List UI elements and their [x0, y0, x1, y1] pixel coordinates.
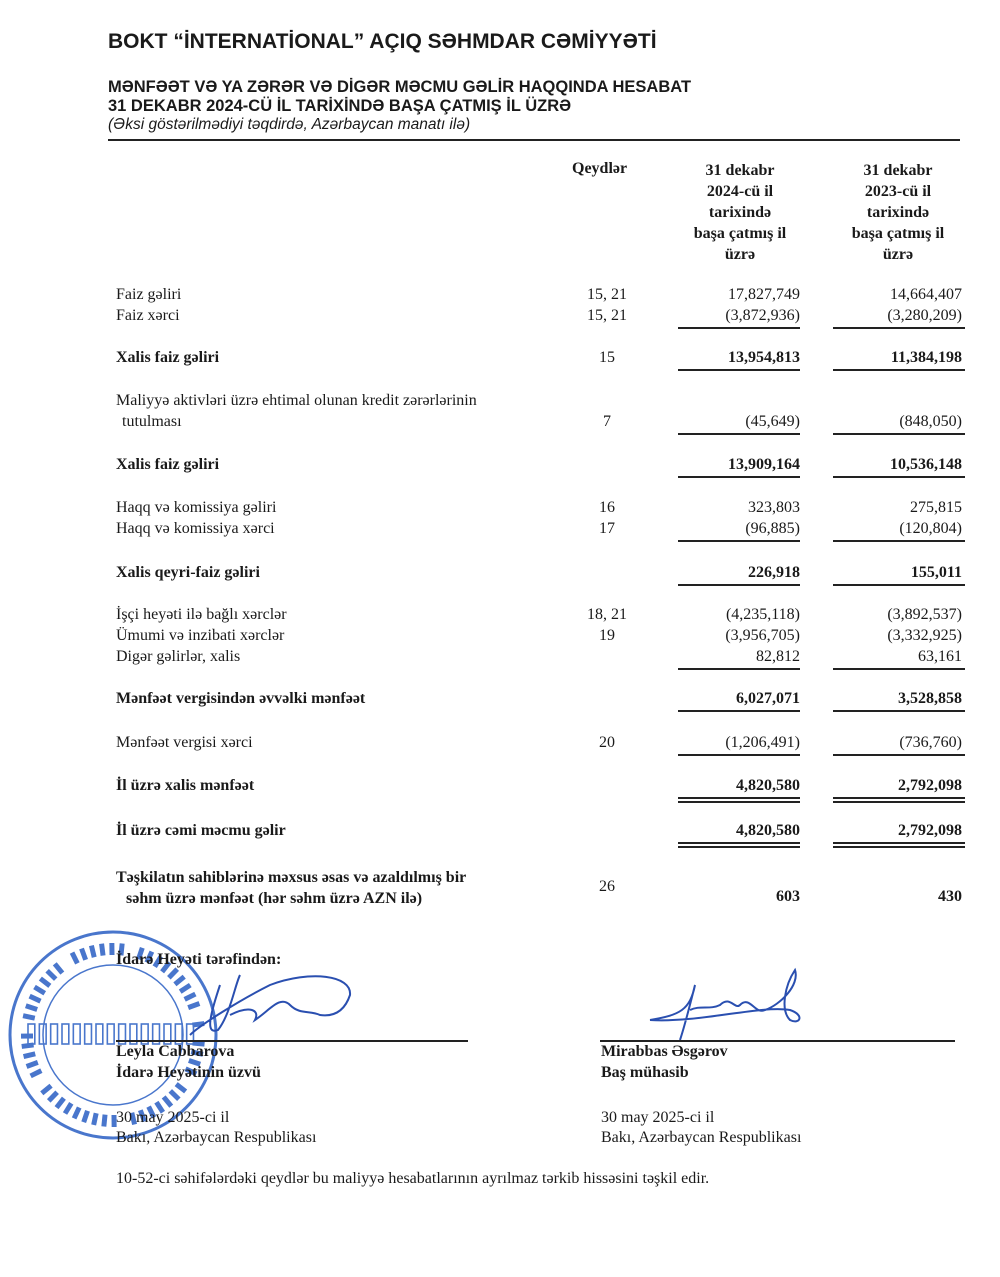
- header-line: üzrə: [724, 246, 756, 263]
- row-label: Xalis faiz gəliri: [116, 349, 220, 366]
- prior-year-value: 2,792,098: [898, 777, 962, 794]
- statement-subtitle: (Əksi göstərilmədiyi təqdirdə, Azərbaycan manatı ilə): [108, 116, 471, 133]
- left-signer-title: İdarə Heyətinin üzvü: [116, 1064, 261, 1081]
- row-notes: 15, 21: [587, 286, 627, 303]
- row-label: Maliyyə aktivləri üzrə ehtimal olunan kredit zərərlərinin: [116, 392, 477, 409]
- footer-note: 10-52-ci səhifələrdəki qeydlər bu maliyyə hesabatlarının ayrılmaz tərkib hissəsini təşkil edir.: [116, 1170, 710, 1187]
- stamp-letter-mark: [175, 1082, 188, 1093]
- stamp-letter-mark: [47, 1091, 59, 1103]
- subtotal-rule: [678, 369, 800, 371]
- stamp-letter-mark: [51, 1024, 58, 1044]
- stamp-letter-mark: [96, 1024, 103, 1044]
- row-label: Mənfəət vergisindən əvvəlki mənfəət: [116, 690, 366, 707]
- stamp-letter-mark: [30, 1068, 43, 1078]
- statement-title: [108, 78, 691, 116]
- stamp-letter-mark: [70, 952, 80, 965]
- prior-year-value: (3,280,209): [887, 307, 962, 324]
- row-label-continued: səhm üzrə mənfəət (hər səhm üzrə AZN ilə): [126, 890, 423, 907]
- right-signer-title: Baş mühasib: [601, 1064, 689, 1081]
- stamp-ring-lettering: [21, 943, 205, 1127]
- subtotal-rule: [678, 327, 800, 329]
- left-sign-date: 30 may 2025-ci il: [116, 1109, 230, 1126]
- stamp-letter-mark: [63, 1102, 74, 1115]
- double-rule: [678, 801, 800, 803]
- prior-year-value: 430: [938, 888, 962, 905]
- stamp-letter-mark: [25, 1003, 38, 1012]
- prior-year-value: 2,792,098: [898, 822, 962, 839]
- stamp-letter-mark: [23, 1013, 36, 1020]
- row-label: Xalis faiz gəliri: [116, 456, 220, 473]
- stamp-letter-mark: [23, 1051, 36, 1059]
- stamp-letter-mark: [26, 1060, 39, 1069]
- subtotal-rule: [678, 668, 800, 670]
- prior-year-value: 275,815: [910, 499, 962, 516]
- prior-year-value: (120,804): [899, 520, 962, 537]
- current-year-value: (3,956,705): [725, 627, 800, 644]
- header-line: 31 dekabr: [705, 162, 775, 179]
- subtotal-rule: [833, 710, 965, 712]
- current-year-value: 6,027,071: [736, 690, 800, 707]
- subtotal-rule: [833, 754, 965, 756]
- header-line: 2024-cü il: [706, 183, 774, 200]
- header-line: tarixində: [866, 204, 930, 221]
- stamp-letter-mark: [53, 962, 64, 974]
- prior-year-value: 155,011: [910, 564, 962, 581]
- stamp-letter-mark: [79, 948, 88, 961]
- subtotal-rule: [833, 842, 965, 844]
- title-line-2: 31 DEKABR 2024-CÜ İL TARİXİNDƏ BAŞA ÇATMIŞ İL ÜZRƏ: [108, 97, 572, 115]
- board-heading: İdarə Heyəti tərəfindən:: [116, 951, 282, 968]
- current-year-value: (3,872,936): [725, 307, 800, 324]
- current-year-value: 323,803: [748, 499, 800, 516]
- current-year-value: 4,820,580: [736, 777, 800, 794]
- header-line: başa çatmış il: [693, 225, 787, 242]
- current-year-value: 17,827,749: [728, 286, 800, 303]
- subtotal-rule: [833, 540, 965, 542]
- left-signer-name: Leyla Cabbarova: [116, 1043, 235, 1060]
- header-line: tarixində: [708, 204, 772, 221]
- header-line: 31 dekabr: [863, 162, 933, 179]
- stamp-letter-mark: [55, 1097, 66, 1110]
- current-year-value: (4,235,118): [725, 606, 800, 623]
- row-label: Təşkilatın sahiblərinə məxsus əsas və azaldılmış bir: [116, 869, 467, 886]
- row-label: İl üzrə xalis mənfəət: [116, 777, 255, 794]
- stamp-letter-mark: [107, 1024, 114, 1044]
- current-year-value: 13,954,813: [728, 349, 800, 366]
- row-notes: 16: [599, 499, 615, 516]
- subtotal-rule: [833, 433, 965, 435]
- row-label: Mənfəət vergisi xərci: [116, 734, 253, 751]
- row-label: Faiz xərci: [116, 307, 180, 324]
- prior-year-value: (736,760): [899, 734, 962, 751]
- header-line: üzrə: [882, 246, 914, 263]
- left-signature: [180, 955, 360, 1050]
- right-sign-place: Bakı, Azərbaycan Respublikası: [601, 1129, 802, 1146]
- subtotal-rule: [678, 476, 800, 478]
- row-label: Haqq və komissiya gəliri: [116, 499, 277, 516]
- stamp-letter-mark: [162, 1095, 173, 1107]
- stamp-letter-mark: [101, 1114, 107, 1126]
- header-rule: [108, 139, 960, 141]
- stamp-letter-mark: [99, 943, 105, 956]
- current-year-value: 13,909,164: [728, 456, 800, 473]
- subtotal-rule: [678, 433, 800, 435]
- stamp-letter-mark: [109, 943, 114, 955]
- row-notes: 15, 21: [587, 307, 627, 324]
- company-name: BOKT “İNTERNATİONAL” AÇIQ SƏHMDAR CƏMİYYƏTİ: [108, 30, 657, 53]
- row-label: Digər gəlirlər, xalis: [116, 648, 241, 665]
- stamp-letter-mark: [45, 969, 57, 981]
- current-year-value: 603: [776, 888, 800, 905]
- stamp-letter-mark: [169, 1089, 181, 1101]
- subtotal-rule: [678, 540, 800, 542]
- right-signer-name: Mirabbas Əsgərov: [601, 1043, 728, 1060]
- subtotal-rule: [678, 584, 800, 586]
- prior-year-value: 14,664,407: [890, 286, 962, 303]
- stamp-letter-mark: [72, 1106, 82, 1119]
- title-line-1: MƏNFƏƏT VƏ YA ZƏRƏR VƏ DİGƏR MƏCMU GƏLİR HAQQINDA HESABAT: [108, 78, 692, 96]
- row-notes: 19: [599, 627, 615, 644]
- row-label-continued: tutulması: [122, 413, 182, 430]
- stamp-letter-mark: [40, 1084, 52, 1095]
- notes-column-header: Qeydlər: [572, 160, 628, 177]
- double-rule: [833, 846, 965, 848]
- prior-year-value: (848,050): [899, 413, 962, 430]
- row-label: İl üzrə cəmi məcmu gəlir: [116, 822, 286, 839]
- current-year-value: 82,812: [756, 648, 800, 665]
- prior-year-value: (3,892,537): [887, 606, 962, 623]
- stamp-letter-mark: [89, 945, 97, 958]
- row-label: Faiz gəliri: [116, 286, 182, 303]
- subtotal-rule: [678, 710, 800, 712]
- prior-year-value: 10,536,148: [890, 456, 962, 473]
- stamp-letter-mark: [33, 985, 46, 996]
- double-rule: [833, 801, 965, 803]
- subtotal-rule: [833, 584, 965, 586]
- left-signature-line: [116, 1040, 468, 1042]
- prior-year-value: 11,384,198: [890, 349, 962, 366]
- current-year-value: 226,918: [748, 564, 800, 581]
- row-notes: 20: [599, 734, 615, 751]
- right-signature-line: [600, 1040, 955, 1042]
- stamp-letter-mark: [73, 1024, 80, 1044]
- current-year-value: (96,885): [745, 520, 800, 537]
- current-year-column-header: [670, 160, 810, 265]
- row-label: Ümumi və inzibati xərclər: [116, 627, 285, 644]
- subtotal-rule: [678, 797, 800, 799]
- row-notes: 17: [599, 520, 615, 537]
- stamp-letter-mark: [81, 1110, 90, 1123]
- current-year-value: (45,649): [745, 413, 800, 430]
- row-notes: 18, 21: [587, 606, 627, 623]
- stamp-letter-mark: [39, 977, 52, 988]
- prior-year-column-header: [828, 160, 968, 265]
- subtotal-rule: [678, 842, 800, 844]
- row-notes: 15: [599, 349, 615, 366]
- prior-year-value: 63,161: [918, 648, 962, 665]
- stamp-letter-mark: [85, 1024, 92, 1044]
- row-label: İşçi heyəti ilə bağlı xərclər: [116, 606, 287, 623]
- stamp-letter-mark: [29, 994, 42, 1004]
- row-label: Haqq və komissiya xərci: [116, 520, 275, 537]
- current-year-value: (1,206,491): [725, 734, 800, 751]
- current-year-value: 4,820,580: [736, 822, 800, 839]
- stamp-letter-mark: [21, 1033, 33, 1038]
- header-line: 2023-cü il: [864, 183, 932, 200]
- subtotal-rule: [833, 327, 965, 329]
- right-signature: [640, 965, 810, 1045]
- header-line: başa çatmış il: [851, 225, 945, 242]
- prior-year-value: (3,332,925): [887, 627, 962, 644]
- right-sign-date: 30 may 2025-ci il: [601, 1109, 715, 1126]
- subtotal-rule: [833, 476, 965, 478]
- subtotal-rule: [833, 369, 965, 371]
- stamp-letter-mark: [91, 1113, 98, 1126]
- row-label: Xalis qeyri-faiz gəliri: [116, 564, 260, 581]
- row-notes: 26: [599, 878, 615, 895]
- stamp-letter-mark: [167, 967, 179, 979]
- left-sign-place: Bakı, Azərbaycan Respublikası: [116, 1129, 317, 1146]
- subtotal-rule: [678, 754, 800, 756]
- double-rule: [678, 846, 800, 848]
- row-notes: 7: [603, 413, 611, 430]
- prior-year-value: 3,528,858: [898, 690, 962, 707]
- stamp-letter-mark: [62, 1024, 69, 1044]
- subtotal-rule: [833, 668, 965, 670]
- subtotal-rule: [833, 797, 965, 799]
